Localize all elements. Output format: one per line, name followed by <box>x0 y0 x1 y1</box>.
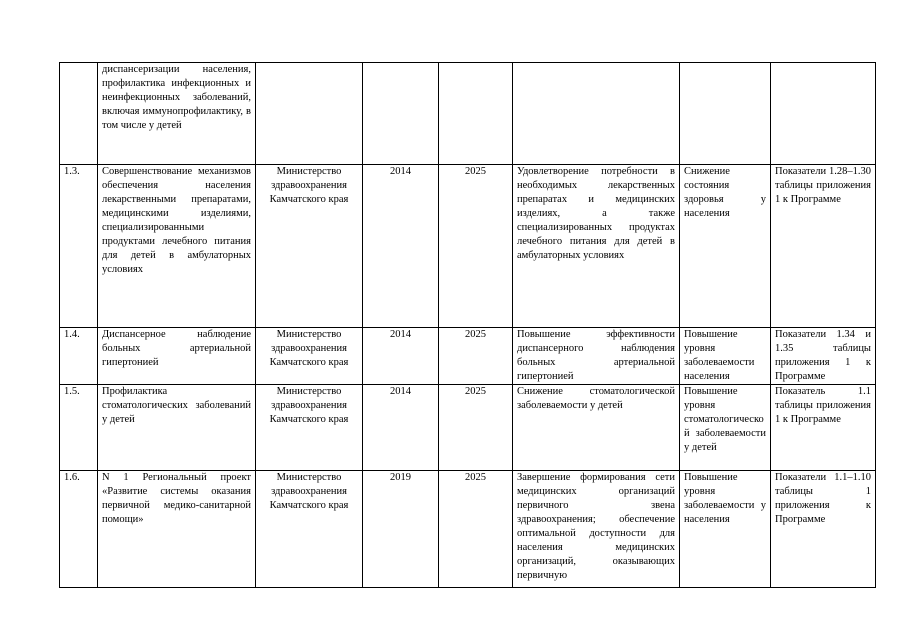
table-row <box>60 165 876 328</box>
measure-name-cell: Диспансерное наблюдение больных артериальной гипертонией <box>98 328 256 385</box>
row-number-cell: 1.6. <box>60 471 98 588</box>
indicators-cell <box>771 63 876 165</box>
executor-cell: Министерство здравоохранения Камчатского края <box>256 471 363 588</box>
row-number-cell <box>60 63 98 165</box>
expected-result-cell <box>513 63 680 165</box>
row-number-cell: 1.5. <box>60 385 98 471</box>
table-row <box>60 328 876 385</box>
expected-result-cell: Снижение стоматологической заболеваемости у детей <box>513 385 680 471</box>
executor-cell: Министерство здравоохранения Камчатского края <box>256 385 363 471</box>
consequence-cell: Снижение состояния здоровья у населения <box>680 165 771 328</box>
end-year-cell: 2025 <box>439 385 513 471</box>
start-year-cell: 2019 <box>363 471 439 588</box>
consequence-cell: Повышение уровня стоматологической заболеваемости у детей <box>680 385 771 471</box>
measure-name-cell: Совершенствование механизмов обеспечения населения лекарственными препаратами, медицинскими изделиями, специализированными продуктами лечебного питания для детей в амбулаторных условиях <box>98 165 256 328</box>
row-number-cell: 1.4. <box>60 328 98 385</box>
measure-name-cell: диспансеризации населения, профилактика инфекционных и неинфекционных заболеваний, включая иммунопрофилактику, в том числе у детей <box>98 63 256 165</box>
expected-result-cell: Удовлетворение потребности в необходимых лекарственных препаратах и медицинских изделиях, а также специализированных продуктах лечебного питания для детей в амбулаторных условиях <box>513 165 680 328</box>
table-row <box>60 471 876 588</box>
consequence-cell: Повышение уровня заболеваемости у населения <box>680 471 771 588</box>
start-year-cell <box>363 63 439 165</box>
consequence-cell: Повышение уровня заболеваемости населения <box>680 328 771 385</box>
measure-name-cell: Профилактика стоматологических заболеваний у детей <box>98 385 256 471</box>
indicators-cell: Показатели 1.34 и 1.35 таблицы приложения 1 к Программе <box>771 328 876 385</box>
table-row <box>60 385 876 471</box>
indicators-cell: Показатели 1.1–1.10 таблицы 1 приложения к Программе <box>771 471 876 588</box>
end-year-cell: 2025 <box>439 165 513 328</box>
expected-result-cell: Завершение формирования сети медицинских организаций первичного звена здравоохранения; обеспечение оптимальной доступности для населения медицинских организаций, оказывающих первичную <box>513 471 680 588</box>
indicators-cell: Показатели 1.28–1.30 таблицы приложения 1 к Программе <box>771 165 876 328</box>
program-measures-table <box>59 62 876 588</box>
end-year-cell <box>439 63 513 165</box>
start-year-cell: 2014 <box>363 328 439 385</box>
start-year-cell: 2014 <box>363 165 439 328</box>
executor-cell <box>256 63 363 165</box>
row-number-cell: 1.3. <box>60 165 98 328</box>
start-year-cell: 2014 <box>363 385 439 471</box>
measure-name-cell: N 1 Региональный проект «Развитие системы оказания первичной медико-санитарной помощи» <box>98 471 256 588</box>
end-year-cell: 2025 <box>439 471 513 588</box>
executor-cell: Министерство здравоохранения Камчатского края <box>256 165 363 328</box>
consequence-cell <box>680 63 771 165</box>
expected-result-cell: Повышение эффективности диспансерного наблюдения больных артериальной гипертонией <box>513 328 680 385</box>
table-row <box>60 63 876 165</box>
executor-cell: Министерство здравоохранения Камчатского края <box>256 328 363 385</box>
end-year-cell: 2025 <box>439 328 513 385</box>
indicators-cell: Показатель 1.1 таблицы приложения 1 к Программе <box>771 385 876 471</box>
